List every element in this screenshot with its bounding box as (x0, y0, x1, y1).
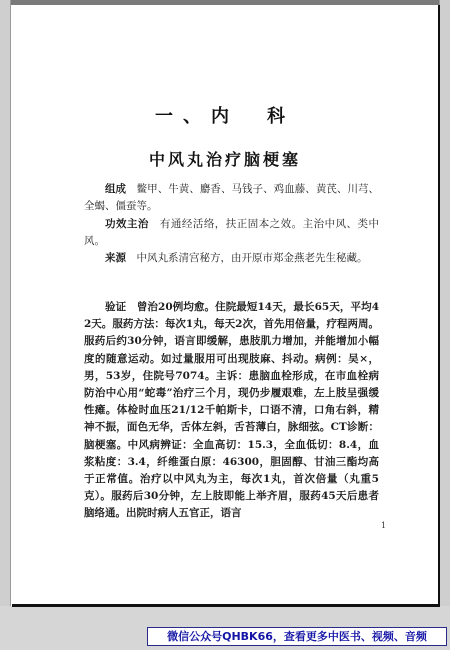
viewer-left-margin (0, 0, 11, 650)
evidence-text: 曾治20例均愈。住院最短14天，最长65天，平均42天。服药方法：每次1丸，每天2次，首先用倍量，疗程两周。服药后约30分钟，语言即缓解，患肢肌力增加，并能增加小幅度的随意运动。如过量服用可出现肢麻、抖动。病例：吴×，男，53岁，住院号7074。主诉：患脑血栓形成，在市血栓病防治中心用“蛇毒”治疗三个月，现仍步履艰难，左上肢呈强缓性瘫。体检时血压21/12千帕斯卡，口语不清，口角右斜，精神不振，面色无华，舌体左斜，舌苔薄白，脉细弦。CT诊断：脑梗塞。中风病辨证：全血高切：15.3，全血低切：8.4，血浆粘度：3.4，纤维蛋白原：46300，胆固醇、甘油三酯均高于正常值。治疗以中风丸为主，每次1丸，首次倍量（丸重5克）。服药后30分钟，左上肢即能上举齐眉，服药45天后患者脑络通。出院时病人五官正，语言 (84, 301, 380, 520)
page-bottom-edge (12, 604, 440, 607)
source-paragraph (84, 250, 379, 267)
source-label: 来源 (105, 252, 126, 264)
document-title: 中风丸治疗脑梗塞 (148, 150, 301, 169)
promo-banner: 微信公众号QHBK66，查看更多中医书、视频、音频 (147, 627, 447, 646)
source-text: 中风丸系清宫秘方，由开原市郑金燕老先生秘藏。 (136, 252, 368, 264)
recipe-paragraph (84, 181, 379, 215)
evidence-paragraph (84, 299, 379, 523)
effect-label: 功效主治 (105, 218, 149, 230)
effect-text: 有通经活络，扶正固本之效。主治中风、类中风。 (84, 218, 380, 248)
page-number: 1 (381, 521, 387, 530)
effect-paragraph (84, 216, 379, 250)
section-heading: 一、内 科 (155, 106, 295, 127)
evidence-label: 验证 (105, 301, 127, 313)
document-page (12, 5, 440, 605)
recipe-label: 组成 (105, 183, 127, 195)
recipe-text: 鳖甲、牛黄、麝香、马钱子、鸡血藤、黄芪、川芎、全蝎、僵蚕等。 (84, 183, 380, 213)
viewer-right-margin (439, 0, 450, 650)
